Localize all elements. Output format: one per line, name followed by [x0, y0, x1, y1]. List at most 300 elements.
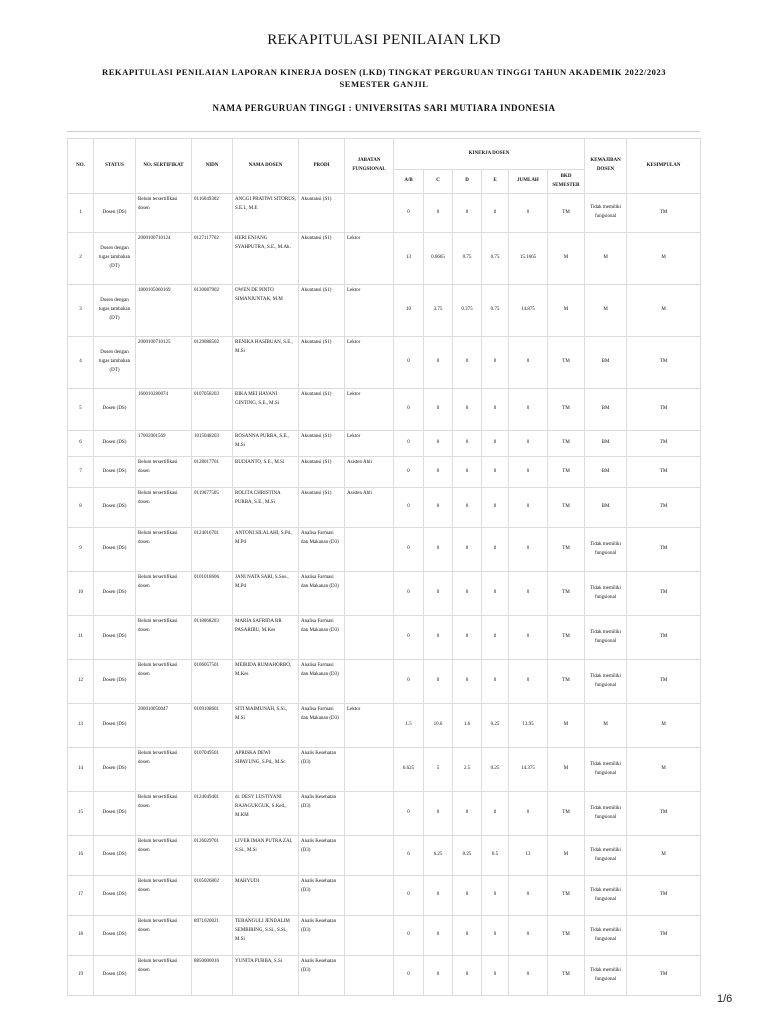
cell-status: Dosen (DS) — [94, 704, 136, 748]
cell-e: 0 — [482, 528, 509, 572]
cell-nidn: 0124016701 — [192, 528, 233, 572]
col-header-prodi: PRODI — [299, 139, 345, 194]
cell-kesimpulan: TM — [627, 488, 701, 528]
cell-ab: 13 — [394, 233, 424, 285]
cell-sertifikat: 17002001569 — [136, 431, 192, 457]
cell-c: 0 — [424, 660, 453, 704]
cell-c: 0 — [424, 616, 453, 660]
cell-nama: dr. DESY LUSTIYANI RAJAGUKGUK, S.Ked., M.KM — [233, 792, 299, 836]
cell-bkd: TM — [548, 916, 585, 956]
col-header-e: E — [482, 170, 509, 194]
cell-nama: APRISKA DEWI SIPAYUNG, S.Pd., M.Sc — [233, 748, 299, 792]
cell-prodi: Analis Kesehatan (D3) — [299, 916, 345, 956]
cell-d: 0 — [453, 876, 482, 916]
cell-jabatan: Asisten Ahli — [345, 488, 394, 528]
cell-ab: 6.625 — [394, 748, 424, 792]
cell-e: 0 — [482, 337, 509, 389]
cell-d: 0.25 — [453, 836, 482, 876]
cell-jabatan: Lektor — [345, 337, 394, 389]
cell-status: Dosen (DS) — [94, 748, 136, 792]
cell-status: Dosen (DS) — [94, 528, 136, 572]
table-row — [68, 660, 701, 704]
cell-sertifikat: Belum tersertifikasi dosen — [136, 488, 192, 528]
cell-e: 0 — [482, 792, 509, 836]
cell-nidn: 0116049302 — [192, 194, 233, 233]
cell-prodi: Analisa Farmasi dan Makanan (D3) — [299, 616, 345, 660]
cell-sertifikat: 20001005004​7 — [136, 704, 192, 748]
cell-jabatan: Asisten Ahli — [345, 457, 394, 488]
cell-jabatan — [345, 876, 394, 916]
cell-nama: BUDIANTO, S.E., M.Si — [233, 457, 299, 488]
cell-d: 0 — [453, 956, 482, 996]
cell-jabatan — [345, 836, 394, 876]
cell-status: Dosen (DS) — [94, 616, 136, 660]
cell-e: 0 — [482, 431, 509, 457]
cell-nama: RIKA MEI HAYANI GINTING, S.E., M.Si — [233, 389, 299, 431]
col-header-c: C — [424, 170, 453, 194]
cell-ab: 0 — [394, 876, 424, 916]
col-header-nidn: NIDN — [192, 139, 233, 194]
cell-jabatan — [345, 194, 394, 233]
cell-nama: MEIRIDA RUMAHORBO, M.Kes — [233, 660, 299, 704]
table-container — [67, 138, 700, 996]
cell-kesimpulan: TM — [627, 337, 701, 389]
cell-d: 0 — [453, 528, 482, 572]
cell-kesimpulan: TM — [627, 572, 701, 616]
cell-nidn: 0105026802 — [192, 876, 233, 916]
cell-prodi: Akuntansi (S1) — [299, 194, 345, 233]
cell-no: 1 — [68, 194, 94, 233]
cell-ab: 0 — [394, 528, 424, 572]
cell-ab: 0 — [394, 616, 424, 660]
cell-jabatan: Lektor — [345, 285, 394, 337]
table-row — [68, 792, 701, 836]
cell-no: 2 — [68, 233, 94, 285]
cell-e: 0 — [482, 389, 509, 431]
col-header-ab: A/B — [394, 170, 424, 194]
cell-prodi: Analis Kesehatan (D3) — [299, 836, 345, 876]
cell-status: Dosen (DS) — [94, 956, 136, 996]
cell-sertifikat: 20001007101​25 — [136, 337, 192, 389]
cell-nama: JANI NATA SARI, S.Sos., M.Pd — [233, 572, 299, 616]
cell-kewajiban: M — [585, 285, 627, 337]
cell-nama: SITI MAIMUNAH, S.Si., M.Si — [233, 704, 299, 748]
cell-sertifikat: 18001050601​69 — [136, 285, 192, 337]
cell-kewajiban: BM — [585, 337, 627, 389]
table-row — [68, 876, 701, 916]
cell-kesimpulan: TM — [627, 528, 701, 572]
cell-d: 0 — [453, 616, 482, 660]
cell-bkd: TM — [548, 488, 585, 528]
cell-status: Dosen (DS) — [94, 194, 136, 233]
cell-nama: ROSANNA PURBA, S.E., M.Si — [233, 431, 299, 457]
col-header-nama: NAMA DOSEN — [233, 139, 299, 194]
cell-nidn: 0107049501 — [192, 748, 233, 792]
cell-status: Dosen dengan tugas tambahan (DT) — [94, 285, 136, 337]
cell-bkd: M — [548, 704, 585, 748]
cell-kewajiban: Tidak memiliki fungsional — [585, 194, 627, 233]
cell-status: Dosen (DS) — [94, 572, 136, 616]
cell-c: 0 — [424, 956, 453, 996]
table-row — [68, 956, 701, 996]
cell-no: 6 — [68, 431, 94, 457]
cell-c: 0 — [424, 389, 453, 431]
cell-prodi: Akuntansi (S1) — [299, 431, 345, 457]
cell-nidn: 8850000016 — [192, 956, 233, 996]
table-row — [68, 431, 701, 457]
cell-bkd: M — [548, 836, 585, 876]
table-row — [68, 389, 701, 431]
cell-kewajiban: Tidak memiliki fungsional — [585, 748, 627, 792]
cell-e: 0.25 — [482, 704, 509, 748]
cell-nidn: 8971020021 — [192, 916, 233, 956]
cell-sertifikat: Belum tersertifikasi dosen — [136, 792, 192, 836]
cell-d: 0 — [453, 572, 482, 616]
cell-kewajiban: BM — [585, 389, 627, 431]
cell-jabatan — [345, 748, 394, 792]
cell-d: 0 — [453, 660, 482, 704]
cell-sertifikat: Belum tersertifikasi dosen — [136, 660, 192, 704]
cell-c: 0 — [424, 792, 453, 836]
col-header-bkd: BKD SEMESTER — [548, 170, 585, 194]
cell-c: 0 — [424, 194, 453, 233]
cell-sertifikat: 16001028007​4 — [136, 389, 192, 431]
cell-e: 0 — [482, 876, 509, 916]
cell-ab: 0 — [394, 792, 424, 836]
cell-d: 0 — [453, 194, 482, 233]
col-header-jabatan: JABATAN FUNGSIONAL — [345, 139, 394, 194]
cell-ab: 0 — [394, 916, 424, 956]
table-row — [68, 337, 701, 389]
cell-status: Dosen dengan tugas tambahan (DT) — [94, 337, 136, 389]
cell-jumlah: 0 — [509, 488, 548, 528]
table-row — [68, 488, 701, 528]
table-row — [68, 916, 701, 956]
institution-name: NAMA PERGURUAN TINGGI : UNIVERSITAS SARI MUTIARA INDONESIA — [212, 103, 556, 113]
cell-sertifikat: Belum tersertifikasi dosen — [136, 916, 192, 956]
cell-no: 12 — [68, 660, 94, 704]
cell-c: 0 — [424, 916, 453, 956]
cell-jumlah: 0 — [509, 528, 548, 572]
cell-nidn: 0128017701 — [192, 457, 233, 488]
cell-kewajiban: Tidak memiliki fungsional — [585, 792, 627, 836]
cell-jabatan — [345, 916, 394, 956]
cell-kesimpulan: TM — [627, 457, 701, 488]
cell-c: 3.75 — [424, 285, 453, 337]
cell-no: 14 — [68, 748, 94, 792]
col-header-sertifikat: NO. SERTIFIKAT — [136, 139, 192, 194]
table-row — [68, 457, 701, 488]
cell-kewajiban: BM — [585, 488, 627, 528]
cell-nama: MARIA SAFRIDA BR PASARIBU, M.Kes — [233, 616, 299, 660]
cell-e: 0 — [482, 457, 509, 488]
cell-c: 0 — [424, 337, 453, 389]
cell-kewajiban: Tidak memiliki fungsional — [585, 528, 627, 572]
cell-c: 0 — [424, 457, 453, 488]
cell-ab: 0 — [394, 431, 424, 457]
cell-c: 0 — [424, 876, 453, 916]
cell-c: 5 — [424, 748, 453, 792]
cell-jumlah: 13 — [509, 836, 548, 876]
cell-jumlah: 0 — [509, 457, 548, 488]
cell-ab: 0 — [394, 337, 424, 389]
cell-prodi: Akuntansi (S1) — [299, 389, 345, 431]
cell-bkd: TM — [548, 389, 585, 431]
cell-no: 13 — [68, 704, 94, 748]
cell-no: 18 — [68, 916, 94, 956]
cell-no: 8 — [68, 488, 94, 528]
col-header-kinerja: KINERJA DOSEN — [394, 139, 585, 170]
cell-jumlah: 0 — [509, 956, 548, 996]
cell-no: 17 — [68, 876, 94, 916]
cell-d: 2.5 — [453, 748, 482, 792]
cell-jumlah: 14.375 — [509, 748, 548, 792]
page-number: 1/6 — [717, 993, 733, 1005]
cell-nama: ANTONI SILALAHI, S.Pd., M.Pd — [233, 528, 299, 572]
cell-ab: 1.5 — [394, 704, 424, 748]
cell-prodi: Analisa Farmasi dan Makanan (D3) — [299, 660, 345, 704]
cell-kewajiban: Tidak memiliki fungsional — [585, 616, 627, 660]
cell-ab: 0 — [394, 389, 424, 431]
cell-jumlah: 0 — [509, 792, 548, 836]
cell-nidn: 0127117702 — [192, 233, 233, 285]
cell-kesimpulan: TM — [627, 389, 701, 431]
cell-kesimpulan: TM — [627, 660, 701, 704]
cell-nidn: 0130087902 — [192, 285, 233, 337]
table-row — [68, 748, 701, 792]
cell-kewajiban: BM — [585, 457, 627, 488]
cell-ab: 6 — [394, 836, 424, 876]
cell-sertifikat: 20001007101​24 — [136, 233, 192, 285]
cell-ab: 0 — [394, 488, 424, 528]
cell-no: 5 — [68, 389, 94, 431]
cell-kesimpulan: TM — [627, 876, 701, 916]
header-divider — [67, 131, 700, 132]
cell-no: 11 — [68, 616, 94, 660]
table-row — [68, 233, 701, 285]
cell-prodi: Akuntansi (S1) — [299, 488, 345, 528]
cell-c: 0 — [424, 431, 453, 457]
cell-jumlah: 0 — [509, 572, 548, 616]
cell-bkd: TM — [548, 572, 585, 616]
cell-nidn: 0109108601 — [192, 704, 233, 748]
cell-nama: ROLITA CHRISTINA PURBA, S.E., M.Si — [233, 488, 299, 528]
cell-e: 0.75 — [482, 233, 509, 285]
cell-nama: TERANGULI JENDALIM SEMBIRING, S.Si., S.Si., M.Si — [233, 916, 299, 956]
cell-kewajiban: BM — [585, 431, 627, 457]
cell-nama: MAHYUDI — [233, 876, 299, 916]
table-row — [68, 616, 701, 660]
cell-kesimpulan: TM — [627, 431, 701, 457]
cell-nidn: 0126029701 — [192, 836, 233, 876]
cell-status: Dosen (DS) — [94, 660, 136, 704]
cell-jumlah: 0 — [509, 431, 548, 457]
col-header-jumlah: JUMLAH — [509, 170, 548, 194]
cell-status: Dosen (DS) — [94, 916, 136, 956]
cell-bkd: TM — [548, 431, 585, 457]
cell-kewajiban: Tidak memiliki fungsional — [585, 572, 627, 616]
cell-prodi: Analisa Farmasi dan Makanan (D3) — [299, 704, 345, 748]
cell-e: 0 — [482, 956, 509, 996]
table-row — [68, 285, 701, 337]
cell-kewajiban: M — [585, 233, 627, 285]
cell-bkd: M — [548, 233, 585, 285]
cell-status: Dosen (DS) — [94, 389, 136, 431]
cell-status: Dosen (DS) — [94, 431, 136, 457]
cell-bkd: TM — [548, 956, 585, 996]
cell-kewajiban: Tidak memiliki fungsional — [585, 956, 627, 996]
cell-bkd: TM — [548, 876, 585, 916]
cell-no: 3 — [68, 285, 94, 337]
cell-no: 16 — [68, 836, 94, 876]
cell-ab: 0 — [394, 660, 424, 704]
cell-jabatan: Lektor — [345, 389, 394, 431]
cell-c: 0 — [424, 572, 453, 616]
cell-status: Dosen (DS) — [94, 488, 136, 528]
table-body — [68, 194, 701, 996]
cell-bkd: TM — [548, 528, 585, 572]
cell-jabatan — [345, 792, 394, 836]
cell-no: 10 — [68, 572, 94, 616]
cell-sertifikat: Belum tersertifikasi dosen — [136, 457, 192, 488]
cell-jumlah: 0 — [509, 660, 548, 704]
cell-nama: HERI ENJANG SYAHPUTRA, S.E., M.Ak. — [233, 233, 299, 285]
cell-nidn: 0106057501 — [192, 660, 233, 704]
cell-jabatan: Lektor — [345, 431, 394, 457]
cell-d: 0 — [453, 916, 482, 956]
cell-nidn: 0101018606 — [192, 572, 233, 616]
cell-kewajiban: M — [585, 704, 627, 748]
cell-sertifikat: Belum tersertifikasi dosen — [136, 836, 192, 876]
cell-ab: 0 — [394, 956, 424, 996]
cell-bkd: TM — [548, 660, 585, 704]
cell-e: 0 — [482, 488, 509, 528]
cell-e: 0 — [482, 660, 509, 704]
cell-e: 0 — [482, 916, 509, 956]
cell-c: 0 — [424, 488, 453, 528]
document-title: REKAPITULASI PENILAIAN LKD — [267, 32, 501, 48]
table-row — [68, 528, 701, 572]
cell-kesimpulan: TM — [627, 194, 701, 233]
cell-prodi: Akuntansi (S1) — [299, 337, 345, 389]
cell-e: 0 — [482, 572, 509, 616]
cell-jabatan — [345, 616, 394, 660]
cell-nama: ANGGI PRATIWI SITORUS, S.E.I., M.E — [233, 194, 299, 233]
cell-kesimpulan: TM — [627, 616, 701, 660]
cell-d: 0.375 — [453, 285, 482, 337]
cell-kesimpulan: M — [627, 704, 701, 748]
cell-bkd: TM — [548, 194, 585, 233]
cell-kesimpulan: TM — [627, 916, 701, 956]
cell-prodi: Analisa Farmasi dan Makanan (D3) — [299, 572, 345, 616]
cell-kesimpulan: TM — [627, 792, 701, 836]
cell-bkd: TM — [548, 457, 585, 488]
cell-d: 0.75 — [453, 233, 482, 285]
cell-prodi: Analis Kesehatan (D3) — [299, 748, 345, 792]
cell-nidn: 0119077505 — [192, 488, 233, 528]
cell-d: 1.6 — [453, 704, 482, 748]
cell-kesimpulan: M — [627, 285, 701, 337]
cell-bkd: M — [548, 285, 585, 337]
cell-nama: OWEN DE PINTO SIMANJUNTAK, M.M — [233, 285, 299, 337]
cell-status: Dosen (DS) — [94, 457, 136, 488]
cell-kesimpulan: M — [627, 233, 701, 285]
cell-e: 0 — [482, 616, 509, 660]
cell-jumlah: 0 — [509, 916, 548, 956]
cell-prodi: Analis Kesehatan (D3) — [299, 792, 345, 836]
col-header-kewajiban: KEWAJIBAN DOSEN — [585, 139, 627, 194]
cell-ab: 0 — [394, 572, 424, 616]
cell-jumlah: 15.1665 — [509, 233, 548, 285]
cell-nidn: 1015048203 — [192, 431, 233, 457]
cell-d: 0 — [453, 488, 482, 528]
cell-c: 10.6 — [424, 704, 453, 748]
cell-ab: 10 — [394, 285, 424, 337]
cell-sertifikat: Belum tersertifikasi dosen — [136, 616, 192, 660]
cell-kesimpulan: M — [627, 748, 701, 792]
cell-no: 4 — [68, 337, 94, 389]
cell-c: 6.25 — [424, 836, 453, 876]
cell-prodi: Akuntansi (S1) — [299, 233, 345, 285]
table-row — [68, 194, 701, 233]
cell-sertifikat: Belum tersertifikasi dosen — [136, 572, 192, 616]
cell-jumlah: 0 — [509, 194, 548, 233]
cell-sertifikat: Belum tersertifikasi dosen — [136, 528, 192, 572]
table-row — [68, 704, 701, 748]
cell-e: 0.5 — [482, 836, 509, 876]
cell-status: Dosen (DS) — [94, 836, 136, 876]
cell-ab: 0 — [394, 457, 424, 488]
cell-prodi: Analisa Farmasi dan Makanan (D3) — [299, 528, 345, 572]
cell-d: 0 — [453, 792, 482, 836]
cell-e: 0.25 — [482, 748, 509, 792]
cell-jabatan — [345, 572, 394, 616]
cell-status: Dosen (DS) — [94, 876, 136, 916]
col-header-status: STATUS — [94, 139, 136, 194]
cell-kewajiban: Tidak memiliki fungsional — [585, 876, 627, 916]
cell-kewajiban: Tidak memiliki fungsional — [585, 836, 627, 876]
cell-bkd: TM — [548, 616, 585, 660]
cell-nidn: 0124049401 — [192, 792, 233, 836]
col-header-kesimpulan: KESIMPULAN — [627, 139, 701, 194]
table-row — [68, 572, 701, 616]
cell-nidn: 0107058203 — [192, 389, 233, 431]
cell-kesimpulan: M — [627, 836, 701, 876]
cell-kewajiban: Tidak memiliki fungsional — [585, 916, 627, 956]
cell-kesimpulan: TM — [627, 956, 701, 996]
cell-sertifikat: Belum tersertifikasi dosen — [136, 194, 192, 233]
cell-sertifikat: Belum tersertifikasi dosen — [136, 956, 192, 996]
cell-d: 0 — [453, 457, 482, 488]
cell-bkd: M — [548, 748, 585, 792]
table-row — [68, 836, 701, 876]
cell-jumlah: 0 — [509, 876, 548, 916]
cell-jabatan — [345, 528, 394, 572]
subtitle-line-1: REKAPITULASI PENILAIAN LAPORAN KINERJA DOSEN (LKD) TINGKAT PERGURUAN TINGGI TAHUN AKADEMIK 2022/2023 — [101, 67, 667, 77]
cell-no: 9 — [68, 528, 94, 572]
cell-no: 7 — [68, 457, 94, 488]
cell-bkd: TM — [548, 792, 585, 836]
subtitle-line-2: SEMESTER GANJIL — [339, 79, 429, 89]
cell-no: 15 — [68, 792, 94, 836]
cell-d: 0 — [453, 337, 482, 389]
cell-kewajiban: Tidak memiliki fungsional — [585, 660, 627, 704]
cell-e: 0.75 — [482, 285, 509, 337]
cell-jumlah: 0 — [509, 389, 548, 431]
cell-status: Dosen dengan tugas tambahan (DT) — [94, 233, 136, 285]
cell-nama: RENIKA HASIBUAN, S.E., M.Si — [233, 337, 299, 389]
cell-e: 0 — [482, 194, 509, 233]
